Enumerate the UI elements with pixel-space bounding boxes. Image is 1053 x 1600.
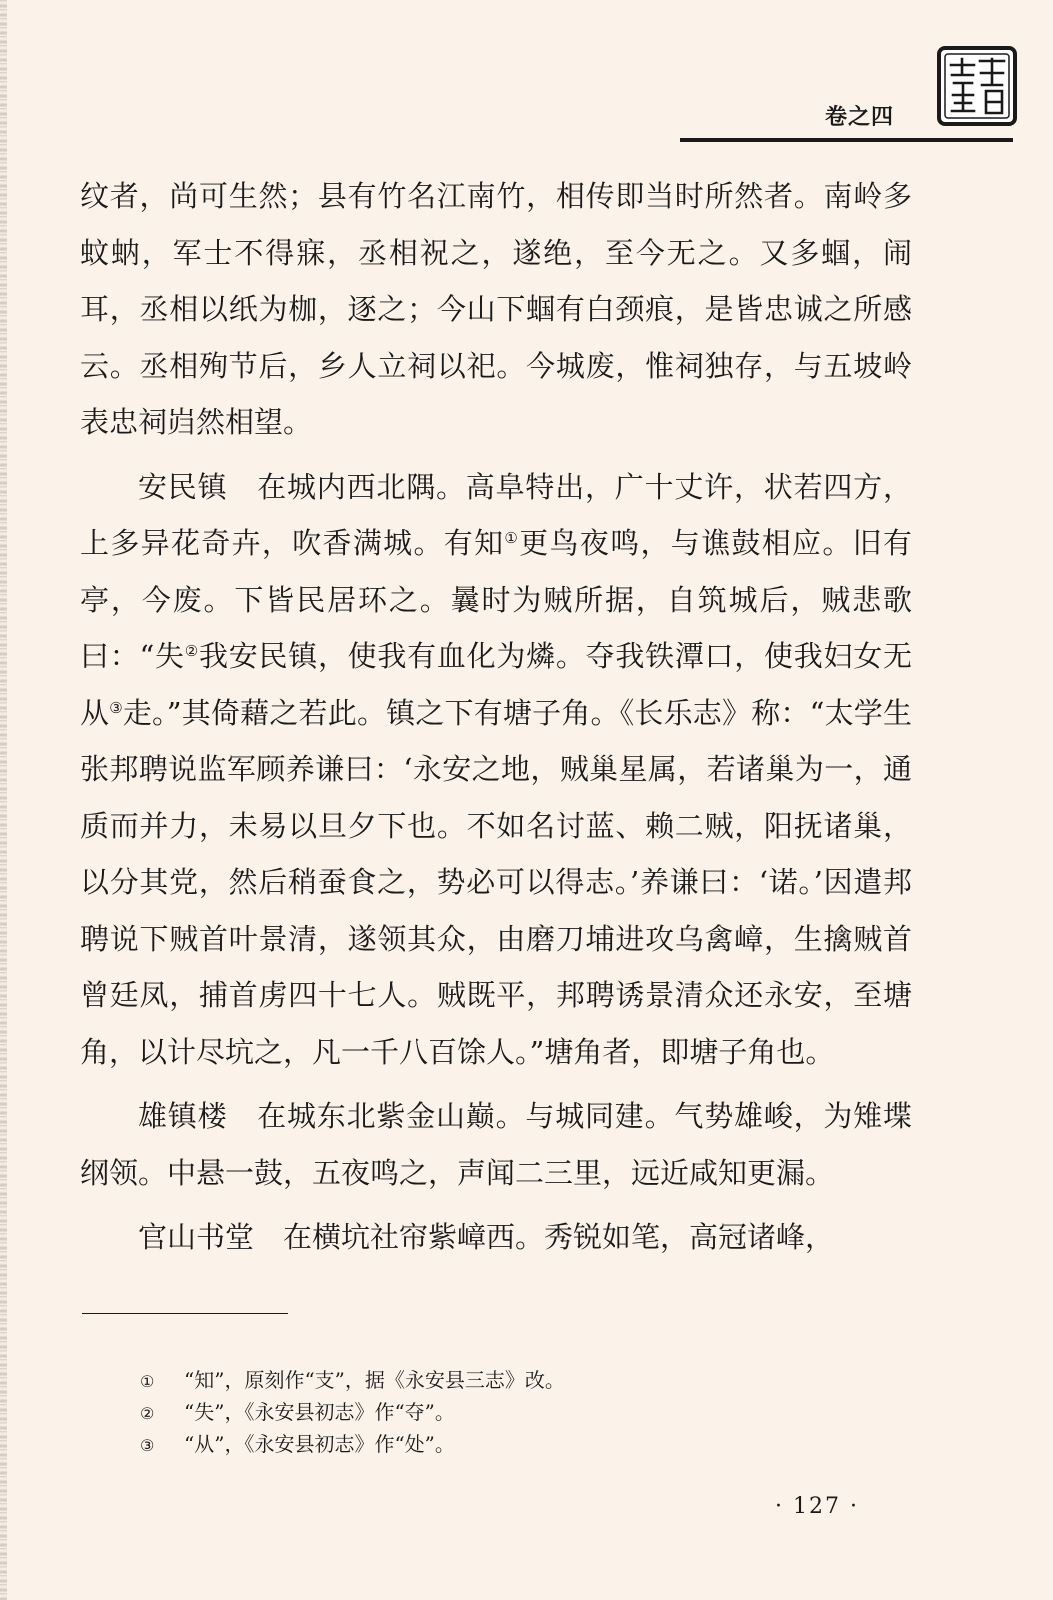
footnote-mark: ① [140,1372,155,1391]
chapter-title: 卷之四 [825,105,895,130]
paragraph-xiongzhenlou: 雄镇楼 在城东北紫金山巅。与城同建。气势雄峻，为雉堞纲领。中悬一鼓，五夜鸣之，声闻二三里，远近咸知更漏。 [80,1099,912,1190]
footnote-text: “失”，《永安县初志》作“夺”。 [184,1400,455,1424]
seal-logo [936,45,1018,127]
paragraph-1: 纹者，尚可生然；县有竹名江南竹，相传即当时所然者。南岭多蚊蚋，军士不得寐，丞相祝之，遂绝，至今无之。又多蝈，闹耳，丞相以纸为枷，逐之；今山下蝈有白颈痕，是皆忠诚之所感云。丞相殉节后，乡人立祠以祀。今城废，惟祠独存，与五坡岭表忠祠岿然相望。 [80,179,912,439]
note-ref-3: ③ [109,698,123,717]
footnote-3 [140,1428,900,1460]
header-rule [680,138,1013,142]
footnote-rule [82,1313,288,1314]
footnotes [140,1364,900,1460]
note-ref-2: ② [184,642,199,660]
footnote-text: “知”，原刻作“支”，据《永安县三志》改。 [184,1368,565,1392]
footnote-mark: ③ [140,1436,155,1455]
page-number: · 127 · [775,1494,859,1519]
footnote-mark: ② [140,1404,155,1423]
paragraph-guanshan: 官山书堂 在横坑社帘紫嶂西。秀锐如笔，高冠诸峰， [138,1220,835,1254]
footnote-1 [140,1364,900,1396]
scan-edge [0,0,7,1600]
footnote-2 [140,1396,900,1428]
main-text [80,168,912,1274]
paragraph-anminzhen: 安民镇 在城内西北隅。高阜特出，广十丈许，状若四方，上多异花奇卉，吹香满城。有知①更鸟夜鸣，与谯鼓相应。旧有亭，今废。下皆民居环之。曩时为贼所据，自筑城后，贼悲歌曰：“失②我安民镇，使我有血化为燐。夺我铁潭口，使我妇女无从③走。”其倚藉之若此。镇之下有塘子角。《长乐志》称：“太学生张邦聘说监军顾养谦曰：‘永安之地，贼巢星属，若诸巢为一，通质而并力，未易以旦夕下也。不如名讨蓝、赖二贼，阳抚诸巢，以分其党，然后稍蚕食之，势必可以得志。’养谦曰：‘诺。’因遣邦聘说下贼首叶景清，遂领其众，由磨刀埔进攻乌禽嶂，生擒贼首曾廷凤，捕首虏四十七人。贼既平，邦聘诱景清众还永安，至塘角，以计尽坑之，凡一千八百馀人。”塘角者，即塘子角也。 [80,469,912,1069]
note-ref-1: ① [504,529,520,547]
footnote-text: “从”，《永安县初志》作“处”。 [184,1432,455,1456]
